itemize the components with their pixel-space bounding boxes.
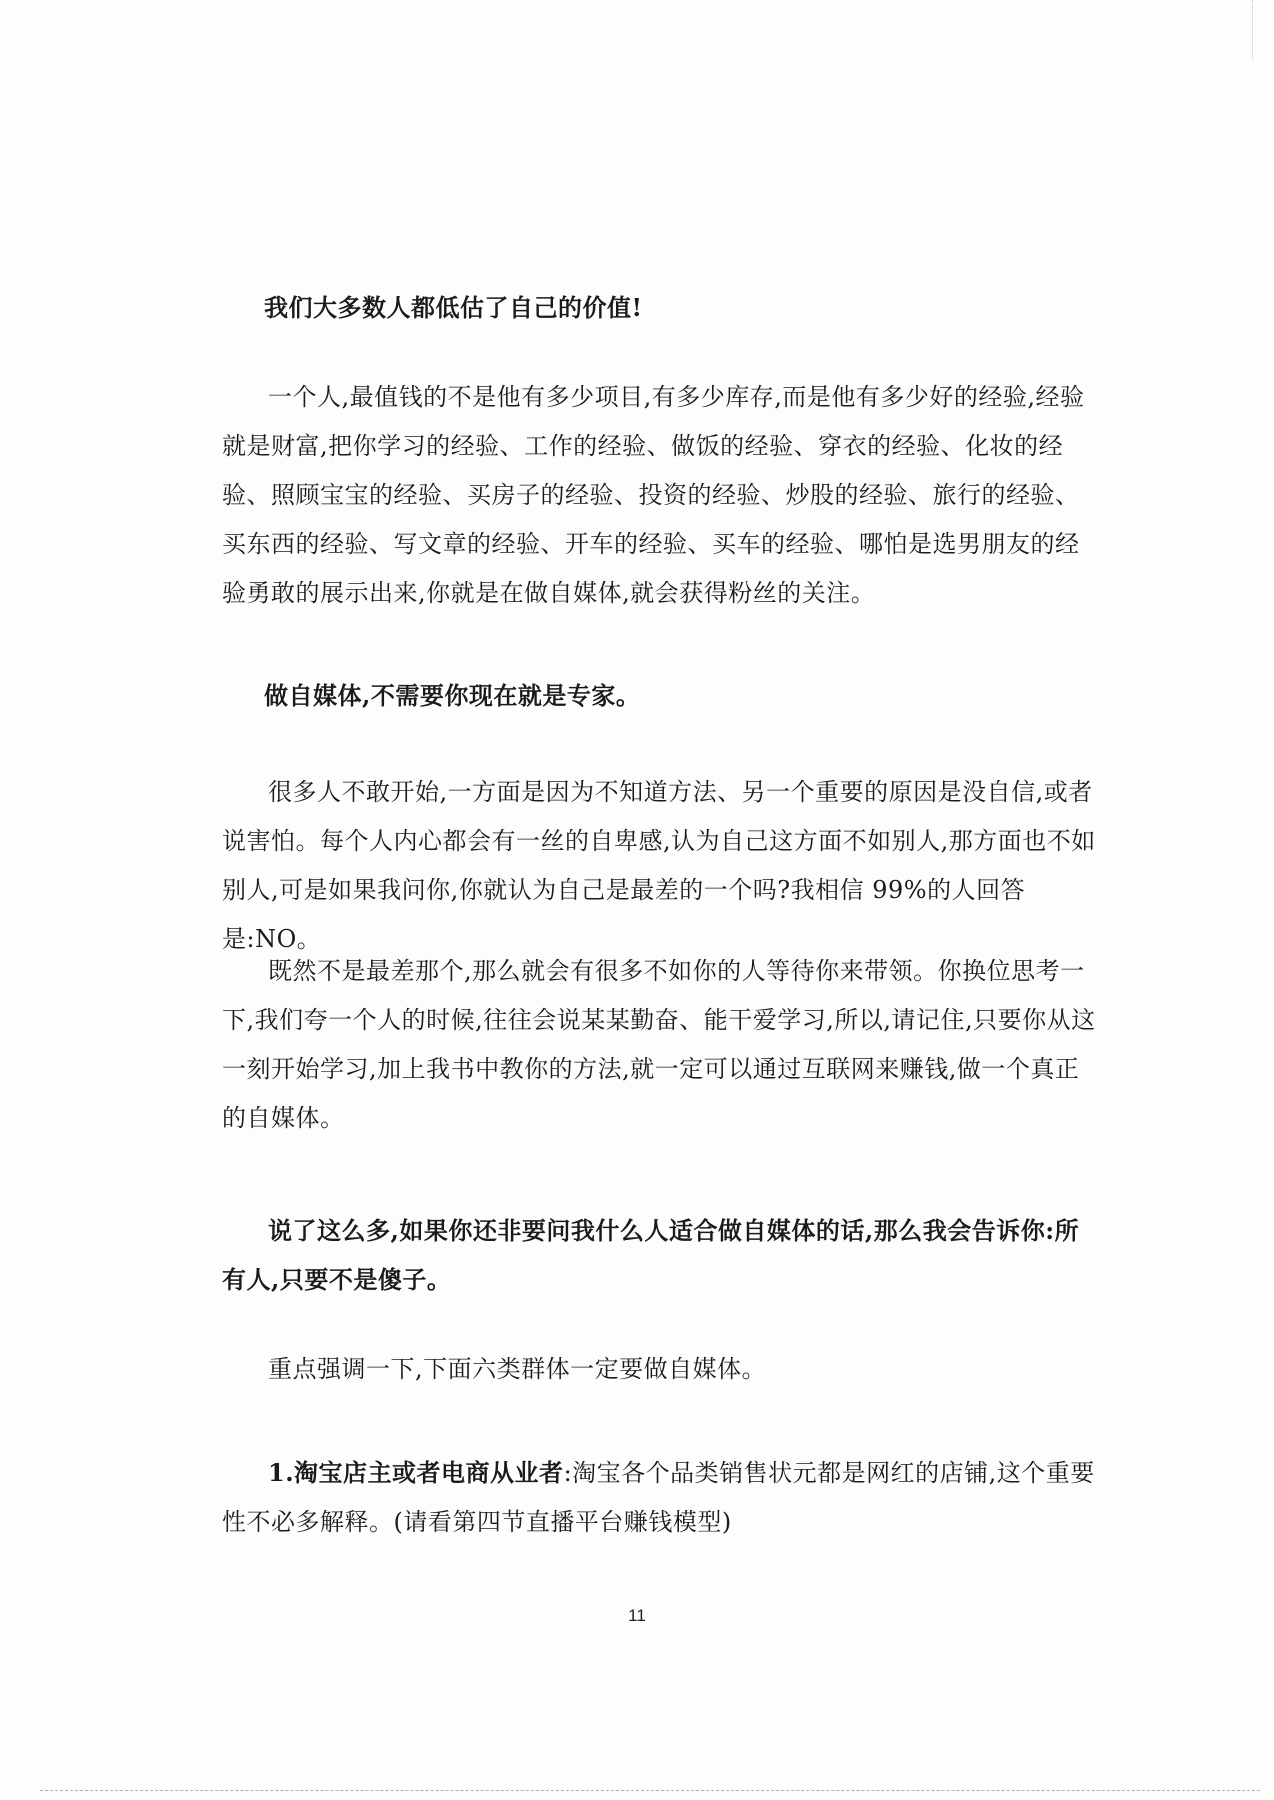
paragraph-text: 一个人,最值钱的不是他有多少项目,有多少库存,而是他有多少好的经验,经验就是财富,把你学习的经验、工作的经验、做饭的经验、穿衣的经验、化妆的经验、照顾宝宝的经验、买房子的经验、投资的经验、炒股的经验、旅行的经验、买东西的经验、写文章的经验、开车的经验、买车的经验、哪怕是选男朋友的经验勇敢的展示出来,你就是在做自媒体,就会获得粉丝的关注。 [222,383,1085,607]
section-heading: 我们大多数人都低估了自己的价值! [264,293,643,322]
scan-artifact [40,1790,1260,1791]
list-item-text: :淘宝各个品类销售状元都是网红的店铺,这个重要性不必多解释。(请看第四节直播平台赚钱模型) [222,1459,1095,1536]
section-heading: 做自媒体,不需要你现在就是专家。 [264,681,641,710]
paragraph [222,768,1102,964]
paragraph [222,947,1102,1143]
paragraph-text: 既然不是最差那个,那么就会有很多不如你的人等待你来带领。你换位思考一下,我们夸一个人的时候,往往会说某某勤奋、能干爱学习,所以,请记住,只要你从这一刻开始学习,加上我书中教你的方法,就一定可以通过互联网来赚钱,做一个真正的自媒体。 [222,957,1096,1132]
page-number: 11 [628,1606,646,1625]
list-item-lead: 1.淘宝店主或者电商从业者 [268,1458,564,1487]
paragraph [222,373,1102,618]
scan-artifact [1252,0,1254,60]
paragraph [222,1345,1102,1394]
paragraph-bold [222,1206,1102,1304]
paragraph-text: 说了这么多,如果你还非要问我什么人适合做自媒体的话,那么我会告诉你:所有人,只要不是傻子。 [222,1216,1080,1294]
list-item [222,1448,1102,1547]
paragraph-text: 很多人不敢开始,一方面是因为不知道方法、另一个重要的原因是没自信,或者说害怕。每个人内心都会有一丝的自卑感,认为自己这方面不如别人,那方面也不如别人,可是如果我问你,你就认为自己是最差的一个吗?我相信 99%的人回答是:NO。 [222,778,1096,953]
paragraph-text: 重点强调一下,下面六类群体一定要做自媒体。 [268,1355,767,1383]
